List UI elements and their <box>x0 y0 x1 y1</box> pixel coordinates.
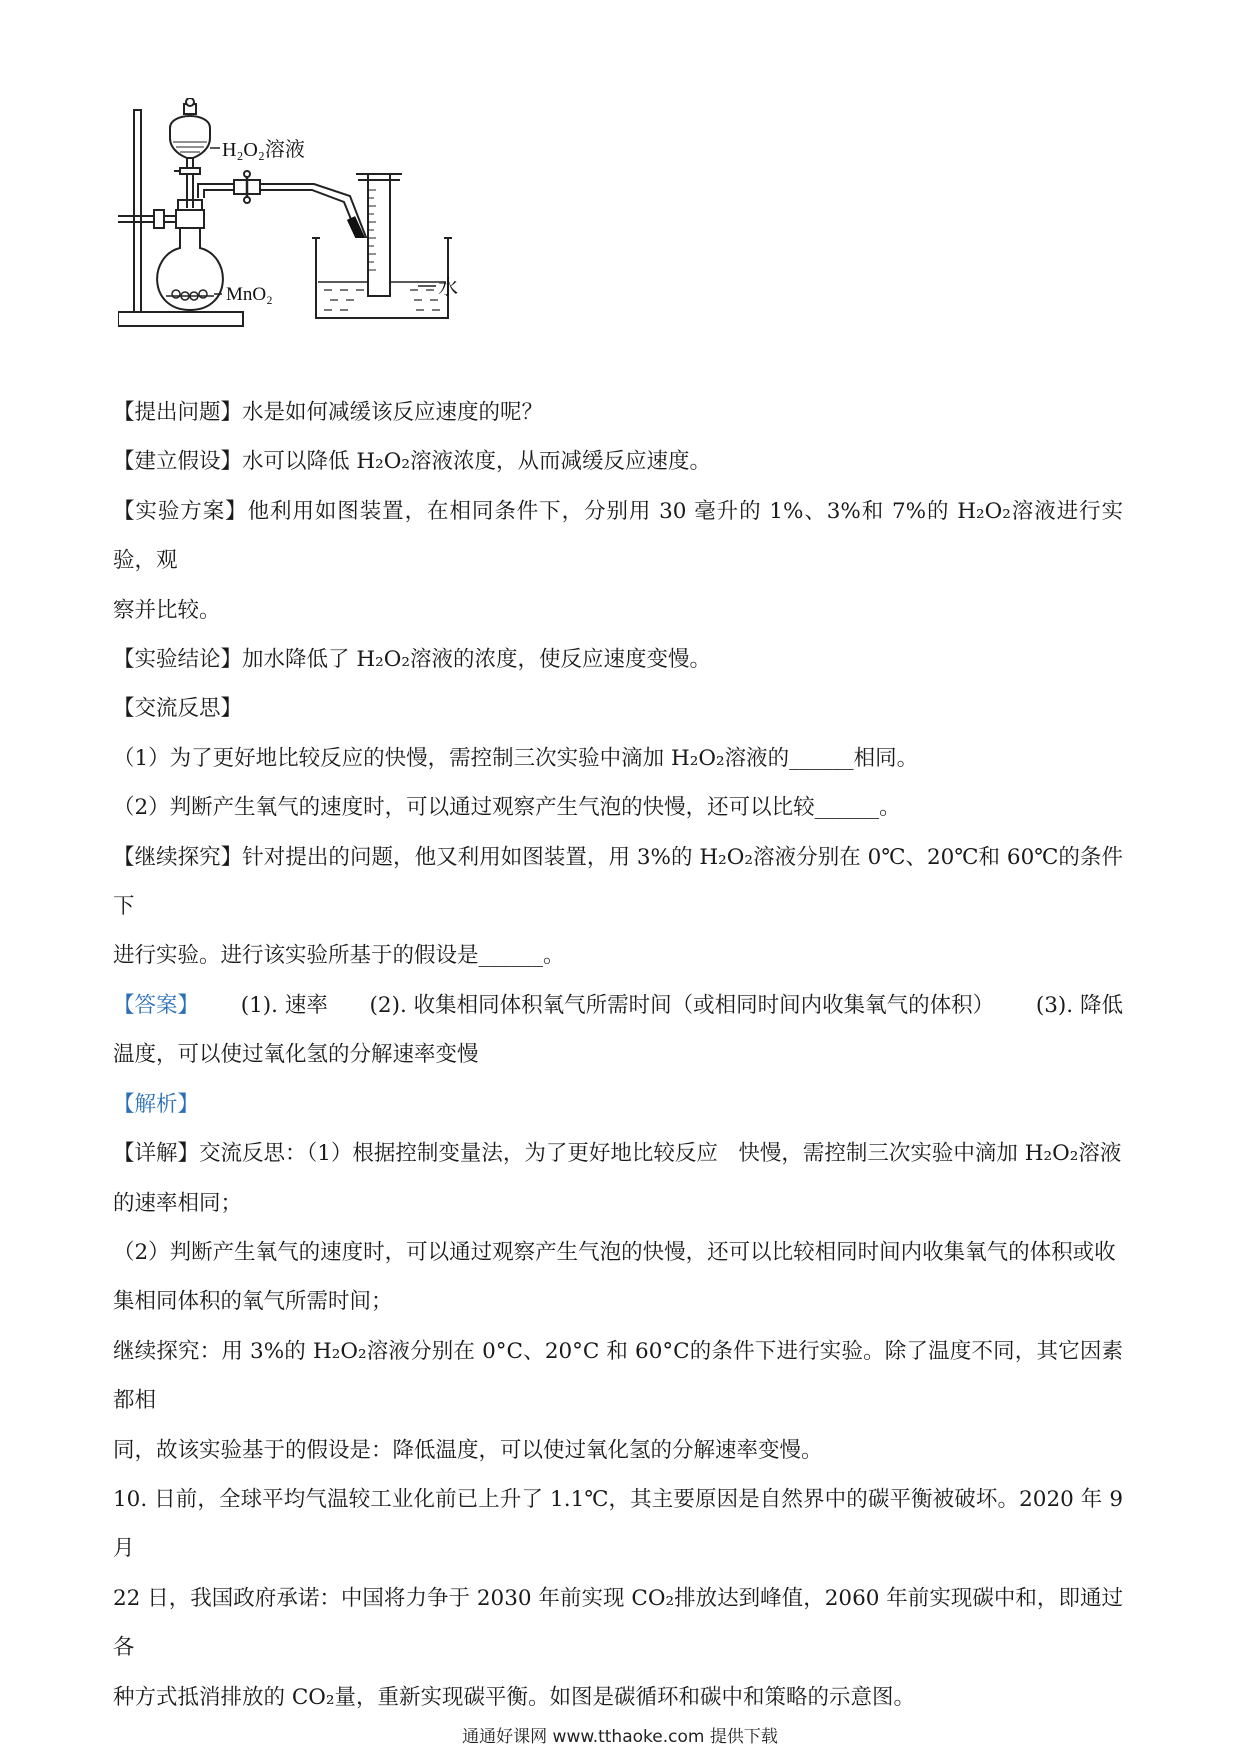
question-10-line-1: 10. 日前，全球平均气温较工业化前已上升了 1.1℃，其主要原因是自然界中的碳平衡被破坏。2020 年 9 月 <box>113 1486 1130 1562</box>
detail-line-3: （2）判断产生氧气的速度时，可以通过观察产生气泡的快慢，还可以比较相同时间内收集氧气的体积或收 <box>113 1239 1116 1265</box>
hypothesis-line: 【建立假设】水可以降低 H₂O₂溶液浓度，从而减缓反应速度。 <box>113 449 711 475</box>
question-10-line-3: 种方式抵消排放的 CO₂量，重新实现碳平衡。如图是碳循环和碳中和策略的示意图。 <box>113 1684 916 1710</box>
question-10-line-2: 22 日，我国政府承诺：中国将力争于 2030 年前实现 CO₂排放达到峰值，2060 年前实现碳中和，即通过各 <box>113 1585 1123 1661</box>
answer-line <box>113 981 1123 1030</box>
experiment-plan-line-1: 【实验方案】他利用如图装置，在相同条件下，分别用 30 毫升的 1%、3%和 7%的 H₂O₂溶液进行实验，观 <box>113 498 1123 574</box>
answer-item-2: (2). 收集相同体积氧气所需时间（或相同时间内收集氧气的体积） <box>369 992 995 1018</box>
answer-item-1: (1). 速率 <box>240 992 328 1018</box>
raise-question-line: 【提出问题】水是如何减缓该反应速度的呢？ <box>113 400 544 425</box>
experiment-conclusion-line: 【实验结论】加水降低了 H₂O₂溶液的浓度，使反应速度变慢。 <box>113 647 711 673</box>
detail-line-5: 继续探究：用 3%的 H₂O₂溶液分别在 0°C、20°C 和 60°C的条件下进行实验。除了温度不同，其它因素都相 <box>113 1338 1123 1414</box>
detail-line-6: 同，故该实验基于的假设是：降低温度，可以使过氧化氢的分解速率变慢。 <box>113 1437 823 1463</box>
detail-line-4: 集相同体积的氧气所需时间； <box>113 1289 393 1315</box>
mno2-label: MnO₂ <box>226 284 273 305</box>
reflection-heading: 【交流反思】 <box>113 696 243 722</box>
further-inquiry-line-1: 【继续探究】针对提出的问题，他又利用如图装置，用 3%的 H₂O₂溶液分别在 0℃、20℃和 60℃的条件下 <box>113 844 1123 920</box>
analysis-tag: 【解析】 <box>113 1091 200 1117</box>
answer-item-3: (3). 降低 <box>1035 992 1123 1018</box>
answer-tag: 【答案】 <box>113 992 200 1018</box>
h2o2-solution-label: H₂O₂溶液 <box>222 139 305 161</box>
answer-continuation: 温度，可以使过氧化氢的分解速率变慢 <box>113 1042 479 1068</box>
reflection-question-1: （1）为了更好地比较反应的快慢，需控制三次实验中滴加 H₂O₂溶液的______相同。 <box>113 745 919 771</box>
detail-line-1: 【详解】交流反思：（1）根据控制变量法，为了更好地比较反应 快慢，需控制三次实验中滴加 H₂O₂溶液 <box>113 1141 1122 1167</box>
experiment-plan-line-2: 察并比较。 <box>113 597 221 623</box>
water-label: 水 <box>438 277 458 299</box>
apparatus-diagram <box>118 98 538 378</box>
page-footer: 通通好课网 www.tthaoke.com 提供下载 <box>462 1727 778 1747</box>
question-content <box>113 388 1130 1722</box>
further-inquiry-line-2: 进行实验。进行该实验所基于的假设是______。 <box>113 943 565 969</box>
detail-line-2: 的速率相同； <box>113 1190 243 1216</box>
reflection-question-2: （2）判断产生氧气的速度时，可以通过观察产生气泡的快慢，还可以比较______。 <box>113 795 901 821</box>
